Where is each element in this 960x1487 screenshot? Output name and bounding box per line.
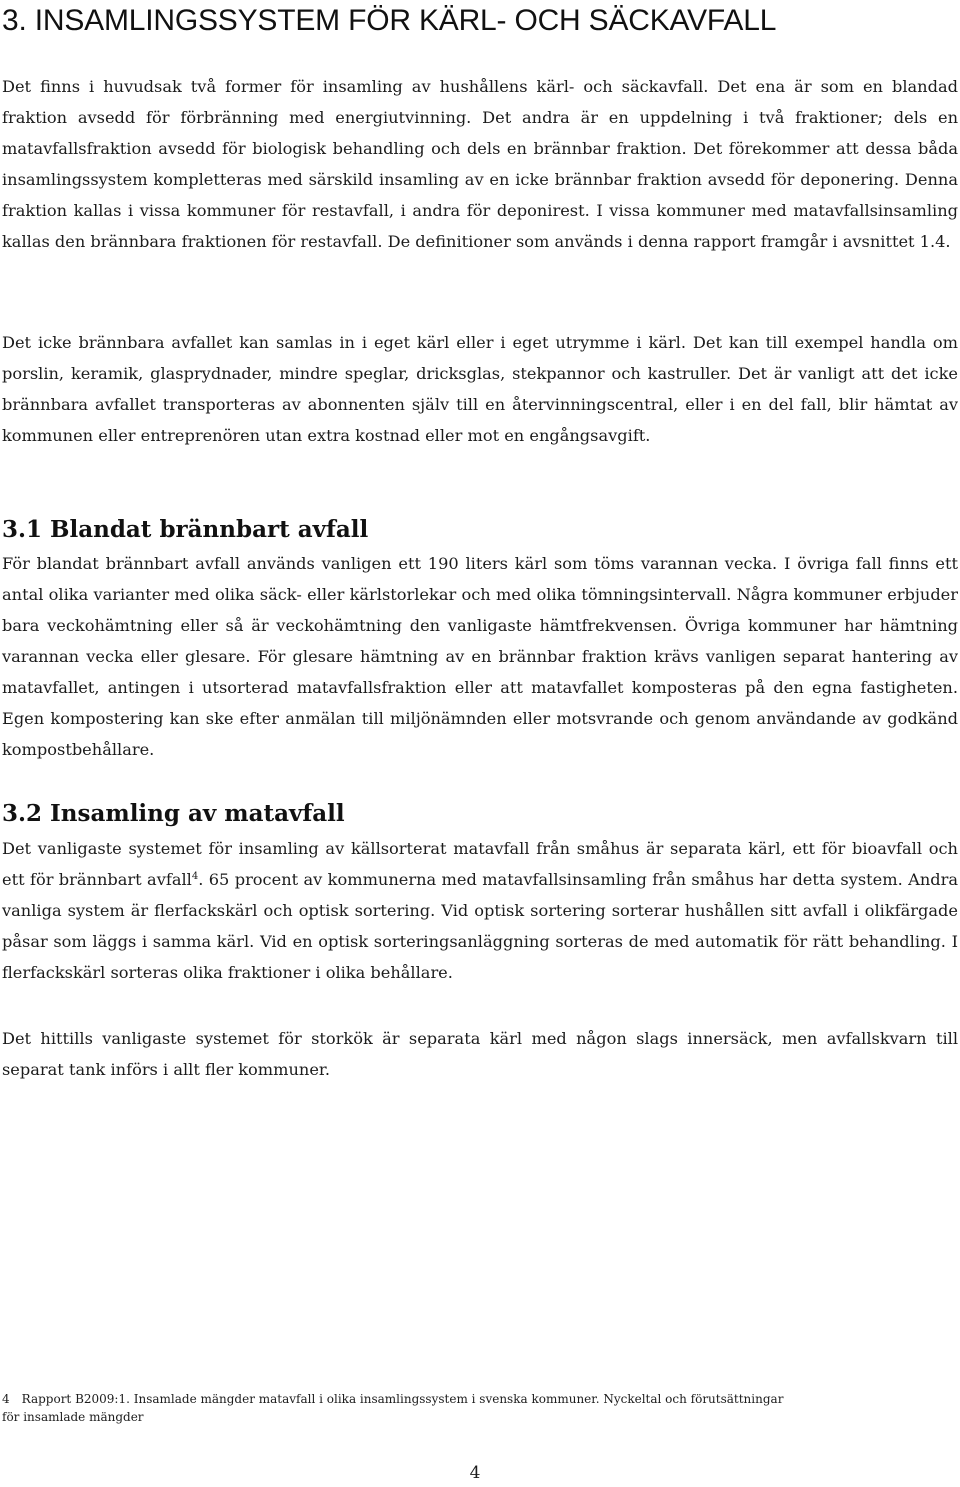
page-number: 4 <box>469 1463 481 1483</box>
section-3-2-paragraph-1 <box>2 833 958 988</box>
section-heading-3-1: 3.1 Blandat brännbart avfall <box>2 516 369 543</box>
footnote-text: Rapport B2009:1. Insamlade mängder matavfall i olika insamlingssystem i svenska kommuner. Nyckeltal och förutsättningar för insamlade mängder <box>2 1392 784 1424</box>
chapter-title: 3. INSAMLINGSSYSTEM FÖR KÄRL- OCH SÄCKAVFALL <box>2 4 777 37</box>
intro-paragraph-1: Det finns i huvudsak två former för insamling av hushållens kärl- och säckavfall. Det ena är som en blandad fraktion avsedd för förbränning med energiutvinning. Det andra är en uppdelning i två fraktioner; dels en matavfallsfraktion avsedd för biologisk behandling och dels en brännbar fraktion. Det förekommer att dessa båda insamlingssystem kompletteras med särskild insamling av en icke brännbar fraktion avsedd för deponering. Denna fraktion kallas i vissa kommuner för restavfall, i andra för deponirest. I vissa kommuner med matavfallsinsamling kallas den brännbara fraktionen för restavfall. De definitioner som används i denna rapport framgår i avsnittet 1.4. <box>2 77 958 251</box>
footnote <box>2 1390 802 1426</box>
footnote-number: 4 <box>2 1392 10 1406</box>
section-heading-3-2: 3.2 Insamling av matavfall <box>2 800 345 827</box>
section-3-2-paragraph-1-text-b: . 65 procent av kommunerna med matavfallsinsamling från småhus har detta system. Andra vanliga system är flerfackskärl och optisk sortering. Vid optisk sortering sorterar hushållen sitt avfall i olikfärgade påsar som läggs i samma kärl. Vid en optisk sorteringsanläggning sorteras de med automatik för rätt behandling. I flerfackskärl sorteras olika fraktioner i olika behållare. <box>2 870 958 982</box>
section-3-2-paragraph-2: Det hittills vanligaste systemet för storkök är separata kärl med någon slags innersäck, men avfallskvarn till separat tank införs i allt fler kommuner. <box>2 1029 958 1079</box>
footnote-reference: 4 <box>191 871 199 882</box>
section-3-2-paragraph-1-text-a: Det vanligaste systemet för insamling av källsorterat matavfall från småhus är separata kärl, ett för bioavfall och ett för brännbart avfall <box>2 839 958 889</box>
intro-paragraph-2: Det icke brännbara avfallet kan samlas in i eget kärl eller i eget utrymme i kärl. Det kan till exempel handla om porslin, keramik, glasprydnader, mindre speglar, dricksglas, stekpannor och kastruller. Det är vanligt att det icke brännbara avfallet transporteras av abonnenten själv till en återvinningscentral, eller i en del fall, blir hämtat av kommunen eller entreprenören utan extra kostnad eller mot en engångsavgift. <box>2 333 958 445</box>
section-3-1-paragraph: För blandat brännbart avfall används vanligen ett 190 liters kärl som töms varannan vecka. I övriga fall finns ett antal olika varianter med olika säck- eller kärlstorlekar och med olika tömningsintervall. Några kommuner erbjuder bara veckohämtning eller så är veckohämtning den vanligaste hämtfrekvensen. Övriga kommuner har hämtning varannan vecka eller glesare. För glesare hämtning av en brännbar fraktion krävs vanligen separat hantering av matavfallet, antingen i utsorterad matavfallsfraktion eller att matavfallet komposteras på den egna fastigheten. Egen kompostering kan ske efter anmälan till miljönämnden eller motsvrande och genom användande av godkänd kompostbehållare. <box>2 554 958 759</box>
